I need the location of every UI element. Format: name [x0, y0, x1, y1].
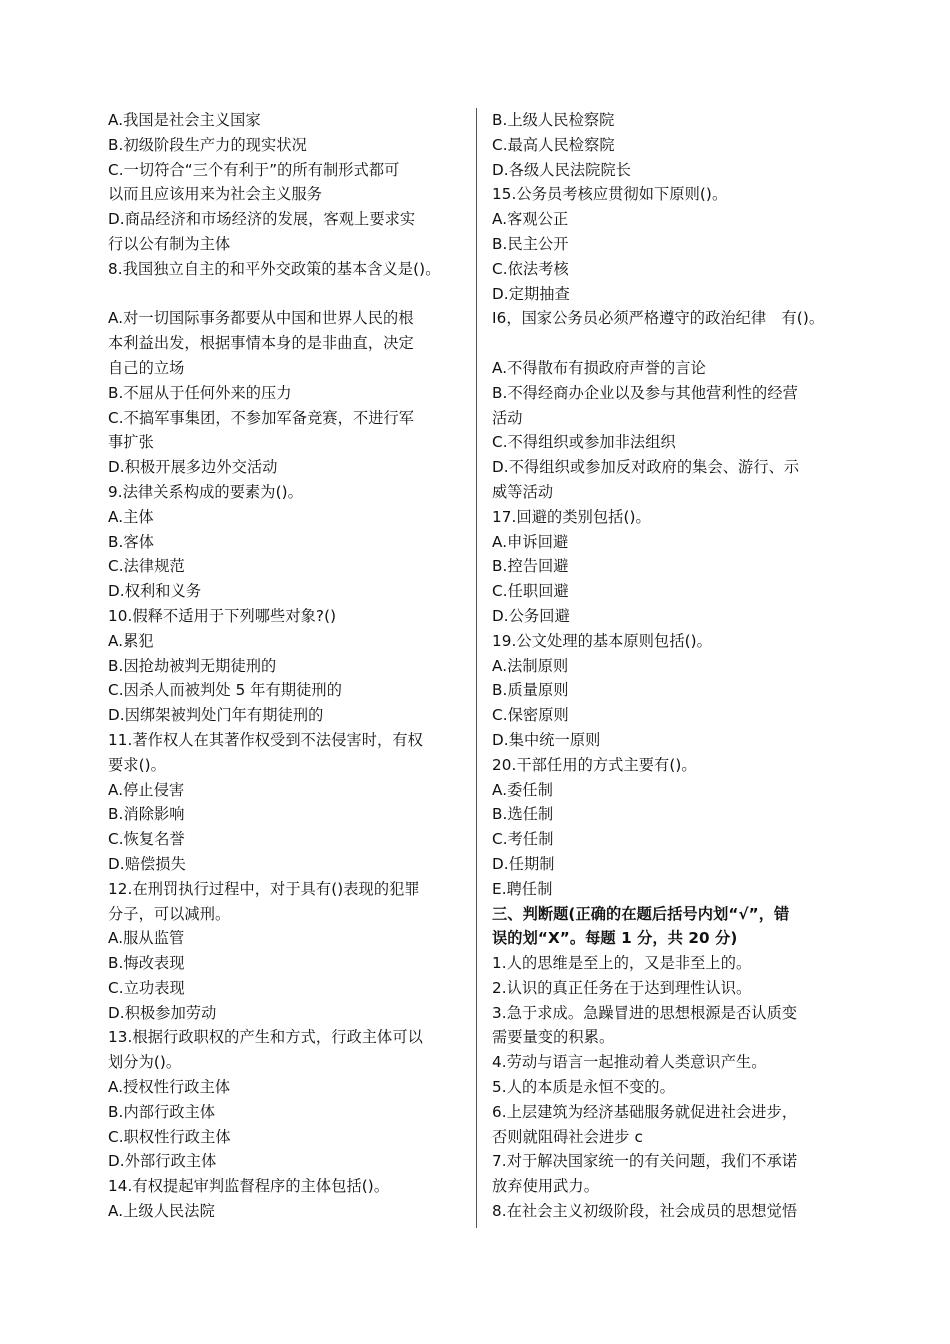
text-line: A.停止侵害: [108, 780, 185, 799]
text-line: B.因抢劫被判无期徒刑的: [108, 656, 277, 675]
text-line: 7.对于解决国家统一的有关问题，我们不承诺: [492, 1152, 798, 1171]
text-line: 14.有权提起审判监督程序的主体包括()。: [108, 1177, 390, 1196]
text-line: 3.急于求成。急躁冒进的思想根源是否认质变: [492, 1003, 798, 1022]
left-column: [108, 108, 464, 1224]
text-line: A.不得散布有损政府声誉的言论: [492, 358, 706, 377]
text-line: 6.上层建筑为经济基础服务就促进社会进步，: [492, 1102, 798, 1121]
text-line: D.不得组织或参加反对政府的集会、游行、示: [492, 458, 800, 477]
text-line: 1.人的思维是至上的，又是非至上的。: [492, 954, 752, 973]
text-line: D.定期抽查: [492, 284, 570, 303]
text-line: B.不得经商办企业以及参与其他营利性的经营: [492, 383, 798, 402]
text-line: C.职权性行政主体: [108, 1127, 231, 1146]
text-line: 放弃使用武力。: [492, 1177, 600, 1196]
text-line: C.法律规范: [108, 557, 185, 576]
text-line: C.不搞军事集团，不参加军备竞赛，不进行军: [108, 408, 415, 427]
text-line: A.主体: [108, 507, 154, 526]
blank-line: [492, 331, 852, 356]
text-line: C.保密原则: [492, 706, 569, 725]
text-line: D.积极开展多边外交活动: [108, 458, 278, 477]
text-line: 自己的立场: [108, 358, 185, 377]
text-line: 需要量变的积累。: [492, 1028, 615, 1047]
text-line: A.法制原则: [492, 656, 569, 675]
text-line: C.任职回避: [492, 582, 569, 601]
text-line: 以而且应该用来为社会主义服务: [108, 185, 323, 204]
text-line: 8.我国独立自主的和平外交政策的基本含义是()。: [108, 259, 441, 278]
text-line: B.上级人民检察院: [492, 111, 615, 129]
text-line: B.不屈从于任何外来的压力: [108, 383, 292, 402]
text-line: 要求()。: [108, 755, 166, 774]
text-line: 威等活动: [492, 482, 554, 501]
text-line: 9.法律关系构成的要素为()。: [108, 482, 303, 501]
text-line: D.任期制: [492, 854, 555, 873]
text-line: C.最高人民检察院: [492, 135, 615, 154]
text-line: 本利益出发，根据事情本身的是非曲直，决定: [108, 334, 414, 353]
text-line: E.聘任制: [492, 879, 553, 898]
column-divider: [476, 108, 477, 1228]
text-line: A.委任制: [492, 780, 554, 799]
text-line: A.对一切国际事务都要从中国和世界人民的根: [108, 309, 414, 328]
text-line: 三、判断题(正确的在题后括号内划“√”，错: [492, 904, 790, 923]
text-line: D.外部行政主体: [108, 1152, 217, 1171]
text-line: C.因杀人而被判处 5 年有期徒刑的: [108, 681, 342, 700]
text-line: C.不得组织或参加非法组织: [492, 433, 676, 452]
text-line: 活动: [492, 408, 523, 427]
text-line: 19.公文处理的基本原则包括()。: [492, 631, 712, 650]
text-line: I6，国家公务员必须严格遵守的政治纪律 有()。: [492, 309, 825, 328]
text-line: 分子，可以减刑。: [108, 904, 231, 923]
text-line: B.内部行政主体: [108, 1102, 216, 1121]
text-line: B.质量原则: [492, 681, 569, 700]
text-line: 否则就阻碍社会进步 c: [492, 1127, 643, 1146]
text-line: 10.假释不适用于下列哪些对象?(): [108, 606, 337, 625]
text-line: A.上级人民法院: [108, 1202, 215, 1221]
text-line: A.累犯: [108, 631, 154, 650]
text-line: D.积极参加劳动: [108, 1003, 217, 1022]
text-line: D.公务回避: [492, 606, 570, 625]
text-line: B.选任制: [492, 805, 554, 824]
text-line: B.初级阶段生产力的现实状况: [108, 135, 307, 154]
text-line: A.我国是社会主义国家: [108, 111, 261, 129]
text-line: D.权利和义务: [108, 582, 202, 601]
text-line: 13.根据行政职权的产生和方式，行政主体可以: [108, 1028, 423, 1047]
text-line: 12.在刑罚执行过程中，对于具有()表现的犯罪: [108, 879, 420, 898]
text-line: 15.公务员考核应贯彻如下原则()。: [492, 185, 728, 204]
text-line: 8.在社会主义初级阶段，社会成员的思想觉悟: [492, 1202, 798, 1221]
text-line: 事扩张: [108, 433, 154, 452]
text-line: B.控告回避: [492, 557, 569, 576]
text-line: 划分为()。: [108, 1053, 182, 1072]
text-line: B.客体: [108, 532, 155, 551]
text-line: A.授权性行政主体: [108, 1078, 231, 1097]
text-line: A.申诉回避: [492, 532, 569, 551]
text-line: D.赔偿损失: [108, 854, 186, 873]
text-line: D.各级人民法院院长: [492, 160, 632, 179]
blank-line: [108, 282, 464, 307]
text-line: C.考任制: [492, 830, 554, 849]
text-line: 4.劳动与语言一起推动着人类意识产生。: [492, 1053, 767, 1072]
text-line: C.一切符合“三个有利于”的所有制形式都可: [108, 160, 400, 179]
text-line: C.恢复名誉: [108, 830, 185, 849]
text-line: 20.干部任用的方式主要有()。: [492, 755, 697, 774]
text-line: 误的划“X”。每题 1 分，共 20 分): [492, 929, 738, 948]
text-line: B.消除影响: [108, 805, 185, 824]
text-line: B.民主公开: [492, 234, 569, 253]
text-line: 行以公有制为主体: [108, 234, 231, 253]
text-line: 17.回避的类别包括()。: [492, 507, 651, 526]
text-line: C.立功表现: [108, 978, 185, 997]
text-line: 11.著作权人在其著作权受到不法侵害时，有权: [108, 730, 423, 749]
text-line: A.客观公正: [492, 210, 569, 229]
text-line: B.悔改表现: [108, 954, 185, 973]
right-column: [492, 108, 852, 1224]
text-line: A.服从监管: [108, 929, 185, 948]
text-line: C.依法考核: [492, 259, 569, 278]
text-line: D.集中统一原则: [492, 730, 601, 749]
text-line: D.因绑架被判处门年有期徒刑的: [108, 706, 324, 725]
text-line: D.商品经济和市场经济的发展，客观上要求实: [108, 210, 416, 229]
text-line: 5.人的本质是永恒不变的。: [492, 1078, 675, 1097]
text-line: 2.认识的真正任务在于达到理性认识。: [492, 978, 752, 997]
